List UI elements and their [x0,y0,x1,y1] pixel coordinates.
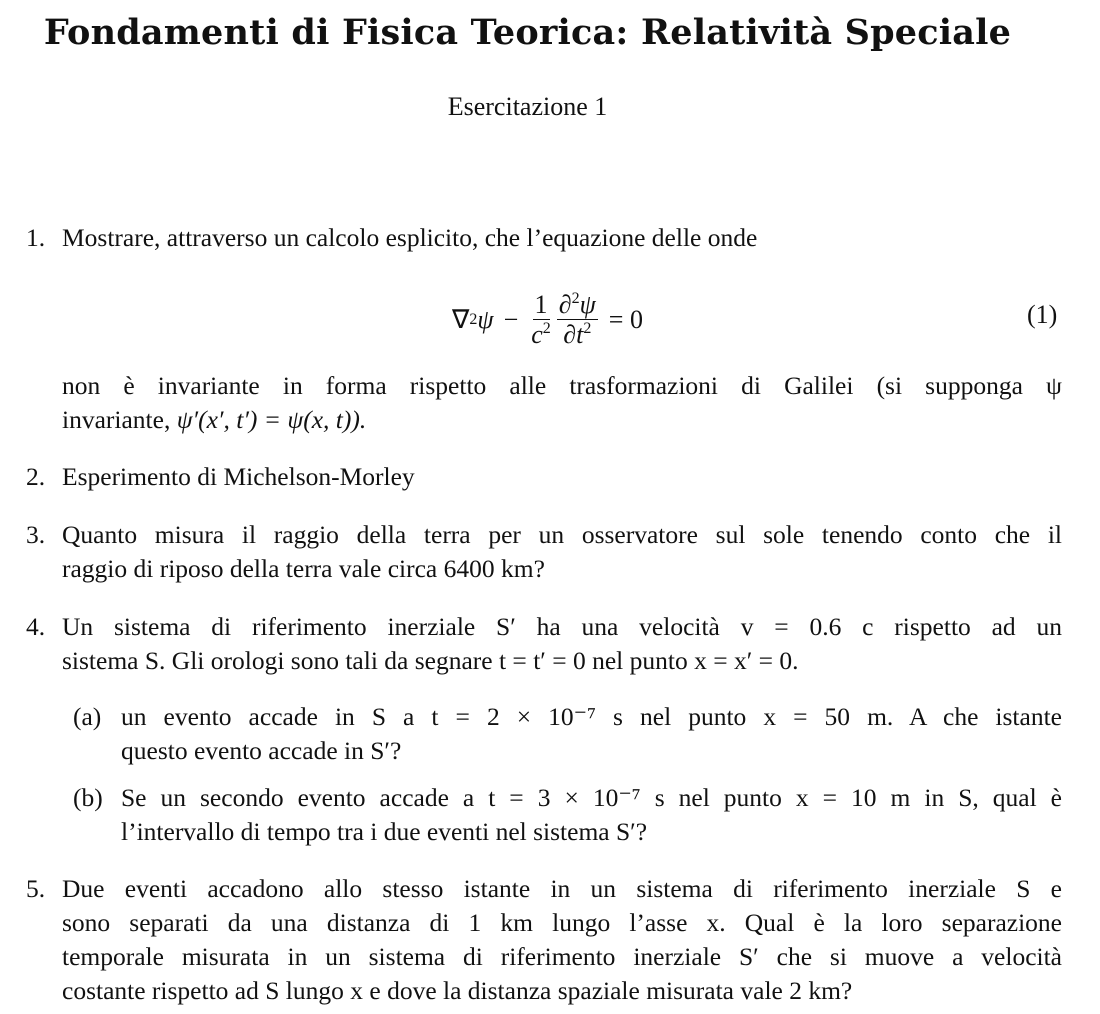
partial-symbol: ∂ [558,289,572,319]
exercise-1-intro: Mostrare, attraverso un calcolo esplicito, che l’equazione delle onde [62,223,758,252]
exercise-4a-line2: questo evento accade in S′? [121,736,402,765]
fraction-numerator: 1 [534,289,548,319]
exercise-5-line1: Due eventi accadono allo stesso istante in un sistema di riferimento inerziale S e [62,874,1062,903]
exercise-4-line1: Un sistema di riferimento inerziale S′ ha una velocità v = 0.6 c rispetto ad un [62,612,1062,641]
nabla-symbol: ∇ [452,305,470,334]
exercise-3-line1: Quanto misura il raggio della terra per un osservatore sul sole tenendo conto che il [62,520,1062,549]
exercise-4b-line1: Se un secondo evento accade a t = 3 × 10⁻⁷ s nel punto x = 10 m in S, qual è [121,783,1062,812]
minus-sign: − [503,305,519,334]
equation-number: (1) [1027,300,1058,329]
fraction-denominator: $c^2$ [531,319,551,349]
exercise-number: 4. [26,612,46,641]
exercise-number: 1. [26,223,46,252]
fraction-second-derivative [557,291,598,350]
document-subtitle: Esercitazione 1 [447,92,608,121]
exercise-2-text: Esperimento di Michelson-Morley [62,462,415,491]
psi-symbol: ψ [477,305,494,334]
text-prefix: invariante, [62,405,177,434]
c-symbol: c [531,319,543,349]
exercise-4a-line1: un evento accade in S a t = 2 × 10⁻⁷ s nel punto x = 50 m. A che istante [121,702,1062,731]
exercise-number: 5. [26,874,46,903]
exercise-1-line2 [62,403,1062,437]
exercise-1-line1: non è invariante in forma rispetto alle trasformazioni di Galilei (si supponga ψ [62,371,1062,400]
equation-rhs: = 0 [608,305,643,334]
exercise-number: 2. [26,462,46,491]
dt-symbol: ∂t [563,319,584,349]
fraction-one-over-c2 [531,291,551,350]
subpart-label: (a) [73,702,102,731]
exercise-4b-line2: l’intervallo di tempo tra i due eventi nel sistema S′? [121,817,648,846]
wave-equation: ∇ 2 ψ − $\frac{1}{c^2}$ $\frac{\partial^2\psi}{\partial t^2}$ = 0 [452,289,643,349]
fraction-numerator: ∂$^2$ψ [558,289,596,319]
exercise-5-line4: costante rispetto ad S lungo x e dove la distanza spaziale misurata vale 2 km? [62,976,853,1005]
document-title: Fondamenti di Fisica Teorica: Relatività Speciale [43,12,1012,53]
exercise-4-line2: sistema S. Gli orologi sono tali da segnare t = t′ = 0 nel punto x = x′ = 0. [62,646,799,675]
subpart-label: (b) [73,783,103,812]
psi-symbol: ψ [579,289,596,319]
exercise-number: 3. [26,520,46,549]
exercise-5-line3: temporale misurata in un sistema di riferimento inerziale S′ che si muove a velocità [62,942,1062,971]
exercise-5-line2: sono separati da una distanza di 1 km lungo l’asse x. Qual è la loro separazione [62,908,1062,937]
exercise-3-line2: raggio di riposo della terra vale circa 6400 km? [62,554,545,583]
fraction-denominator: $\partial t^2$ [563,319,592,349]
invariance-condition: ψ′(x′, t′) = ψ(x, t)). [176,405,367,434]
